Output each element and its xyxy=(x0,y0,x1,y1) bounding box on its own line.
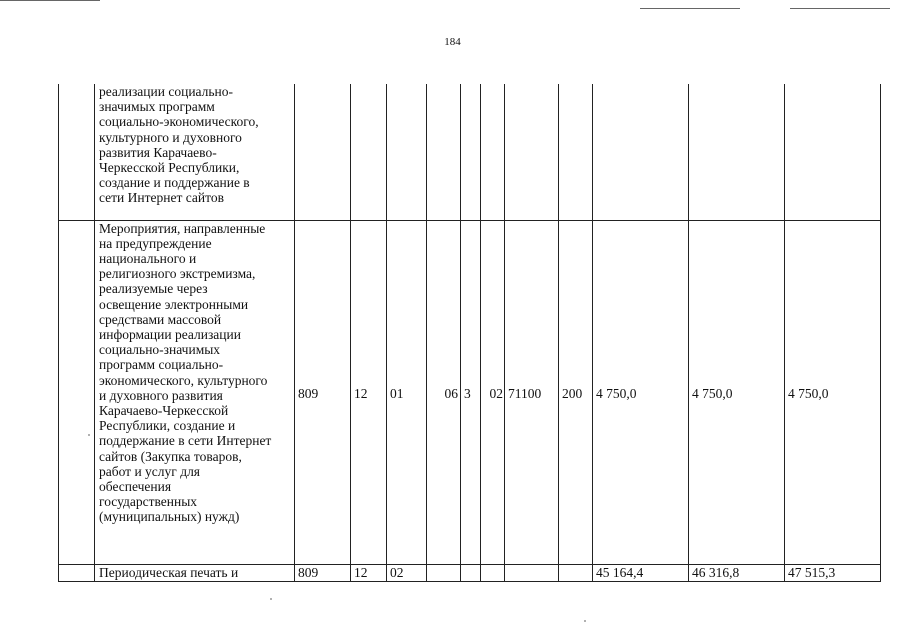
scan-speck xyxy=(270,598,272,600)
section-cell: 12 xyxy=(351,564,387,581)
ministry-cell xyxy=(295,84,351,220)
event-cell: 02 xyxy=(481,220,505,564)
direction-cell xyxy=(505,564,559,581)
program-cell: 06 xyxy=(427,220,461,564)
amount-1-cell: 4 750,0 xyxy=(593,220,689,564)
subprogram-cell: 3 xyxy=(461,220,481,564)
margin-cell xyxy=(59,84,95,220)
description-cell: Периодическая печать и xyxy=(95,564,295,581)
amount-3-cell: 4 750,0 xyxy=(785,220,881,564)
amount-2-cell: 46 316,8 xyxy=(689,564,785,581)
direction-cell: 71100 xyxy=(505,220,559,564)
table-row xyxy=(59,84,881,220)
margin-cell xyxy=(59,564,95,581)
event-cell xyxy=(481,84,505,220)
expense-type-cell xyxy=(559,84,593,220)
amount-1-cell: 45 164,4 xyxy=(593,564,689,581)
scan-artifact-line xyxy=(0,0,100,1)
table-row xyxy=(59,564,881,581)
expense-type-cell: 200 xyxy=(559,220,593,564)
subsection-cell xyxy=(387,84,427,220)
amount-1-cell xyxy=(593,84,689,220)
description-cell: реализации социально- значимых программ социально-экономического, культурного и духовного развития Карачаево- Черкесской Республики, создание и поддержание в сети Интернет сайтов xyxy=(95,84,295,220)
table-row xyxy=(59,220,881,564)
ministry-cell: 809 xyxy=(295,564,351,581)
section-cell xyxy=(351,84,387,220)
subsection-cell: 01 xyxy=(387,220,427,564)
description-cell: Мероприятия, направленные на предупреждение национального и религиозного экстремизма, реализуемые через освещение электронными средствами массовой информации реализации социально-значимых программ социально- экономического, культурного и духовного развития Карачаево-Черкесской Республики, создание и поддержание в сети Интернет сайтов (Закупка товаров, работ и услуг для обеспечения государственных (муниципальных) нужд) xyxy=(95,220,295,564)
subprogram-cell xyxy=(461,84,481,220)
amount-2-cell: 4 750,0 xyxy=(689,220,785,564)
expense-type-cell xyxy=(559,564,593,581)
margin-cell xyxy=(59,220,95,564)
page-number: 184 xyxy=(444,36,461,48)
program-cell xyxy=(427,84,461,220)
amount-2-cell xyxy=(689,84,785,220)
subprogram-cell xyxy=(461,564,481,581)
direction-cell xyxy=(505,84,559,220)
event-cell xyxy=(481,564,505,581)
amount-3-cell: 47 515,3 xyxy=(785,564,881,581)
section-cell: 12 xyxy=(351,220,387,564)
subsection-cell: 02 xyxy=(387,564,427,581)
amount-3-cell xyxy=(785,84,881,220)
ministry-cell: 809 xyxy=(295,220,351,564)
budget-table xyxy=(58,84,881,582)
scan-artifact-line xyxy=(790,8,890,9)
program-cell xyxy=(427,564,461,581)
scan-artifact-line xyxy=(640,8,740,9)
scan-speck xyxy=(584,620,586,622)
scan-speck xyxy=(88,434,90,436)
